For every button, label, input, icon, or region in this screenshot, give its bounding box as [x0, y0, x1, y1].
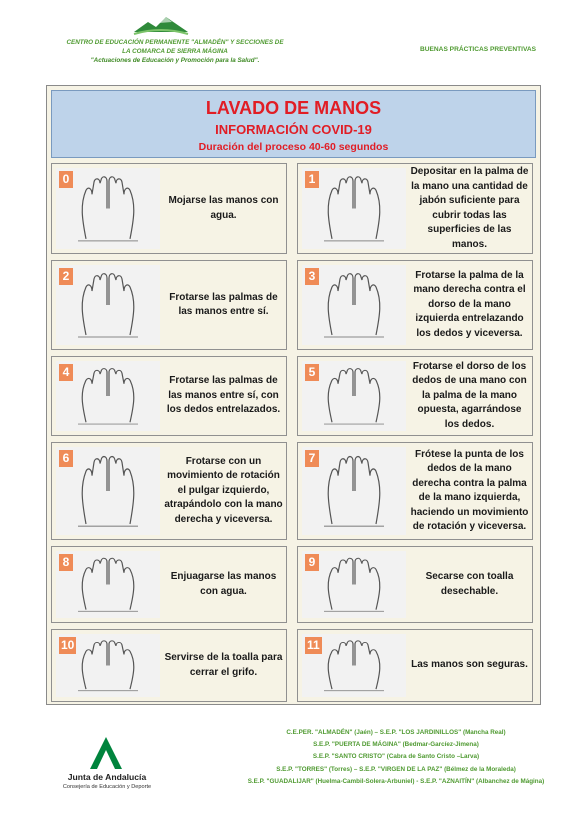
step-description: [164, 261, 283, 349]
org-name: Junta de Andalucía: [67, 772, 147, 782]
step-illustration: [302, 634, 406, 697]
center-name-line1: CENTRO DE EDUCACIÓN PERMANENTE "ALMADÉN" Y SECCIONES DE: [66, 39, 284, 46]
step-8-card: [51, 546, 287, 623]
step-illustration: [302, 265, 406, 345]
step-text: Mojarse las manos con agua.: [168, 195, 279, 221]
step-1-card: [297, 163, 533, 254]
step-3-card: [297, 260, 533, 350]
poster-duration: Duración del proceso 40-60 segundos: [198, 141, 389, 153]
step-number-badge: 11: [307, 638, 320, 652]
step-text: Frotarse el dorso de los dedos de una mano con la palma de la mano opuesta, agarrándose los dedos.: [412, 360, 527, 430]
step-number-badge: 7: [305, 450, 319, 467]
step-description: [410, 261, 529, 349]
step-10-card: [51, 629, 287, 702]
step-illustration: [56, 447, 160, 535]
step-number-badge: 10: [61, 638, 75, 652]
section-line: S.E.P. "GUADALIJAR" (Huelma-Cambil-Solera-Arbuniel) - S.E.P. "AZNAITÍN" (Albanchez de Mágina): [247, 777, 545, 785]
mountain-logo-icon: [132, 14, 190, 36]
step-description: [164, 164, 283, 253]
step-text: Frótese la punta de los dedos de la mano derecha contra la palma de la mano izquierda, haciendo un movimiento de rotación y viceversa.: [410, 448, 529, 532]
step-2-card: [51, 260, 287, 350]
step-7-card: [297, 442, 533, 540]
step-description: [410, 357, 529, 435]
section-line: S.E.P. "PUERTA DE MÁGINA" (Bedmar-Garcíez-Jimena): [313, 741, 479, 749]
section-line: S.E.P. "TORRES" (Torres) – S.E.P. "VIRGEN DE LA PAZ" (Bélmez de la Moraleda): [276, 765, 516, 773]
step-illustration: [56, 551, 160, 618]
step-text: Frotarse las palmas de las manos entre sí.: [169, 291, 278, 317]
step-description: [410, 630, 529, 701]
center-name-line2: LA COMARCA DE SIERRA MÁGINA: [122, 48, 228, 55]
poster-title: LAVADO DE MANOS: [205, 98, 382, 118]
step-0-card: [51, 163, 287, 254]
step-text: Depositar en la palma de la mano una cantidad de jabón suficiente para cubrir todas las superficies de las manos.: [410, 166, 529, 250]
poster-subtitle: INFORMACIÓN COVID-19: [215, 122, 372, 137]
section-line: S.E.P. "SANTO CRISTO" (Cabra de Santo Cristo –Larva): [312, 753, 480, 761]
step-illustration: [302, 447, 406, 535]
step-number-badge: 5: [305, 364, 319, 381]
handwash-poster: [46, 85, 541, 705]
step-text: Frotarse la palma de la mano derecha contra el dorso de la mano izquierda entrelazando los dedos y viceversa.: [413, 269, 526, 339]
step-number-badge: 9: [305, 554, 319, 571]
step-description: [164, 547, 283, 622]
step-text: Servirse de la toalla para cerrar el grifo.: [164, 652, 283, 678]
org-subtitle: Consejería de Educación y Deporte: [62, 784, 152, 790]
practices-label: BUENAS PRÁCTICAS PREVENTIVAS: [420, 46, 537, 53]
step-illustration: [56, 361, 160, 431]
step-number-badge: 2: [59, 268, 73, 285]
step-number-badge: 0: [59, 171, 73, 188]
step-description: [410, 164, 529, 253]
step-text: Frotarse las palmas de las manos entre sí, con los dedos entrelazados.: [166, 375, 281, 416]
step-description: [164, 630, 283, 701]
step-illustration: [56, 168, 160, 249]
sections-list: [206, 727, 586, 788]
step-number-badge: 1: [305, 171, 319, 188]
step-description: [164, 443, 283, 539]
step-text: Secarse con toalla desechable.: [425, 571, 514, 597]
step-number-badge: 4: [59, 364, 73, 381]
step-9-card: [297, 546, 533, 623]
step-5-card: [297, 356, 533, 436]
step-illustration: [56, 634, 160, 697]
step-illustration: [56, 265, 160, 345]
center-slogan: "Actuaciones de Educación y Promoción para la Salud".: [90, 57, 260, 64]
step-11-card: [297, 629, 533, 702]
junta-andalucia-logo-icon: [76, 735, 136, 771]
step-number-badge: 6: [59, 450, 73, 467]
step-illustration: [302, 551, 406, 618]
step-illustration: [302, 168, 406, 249]
step-description: [410, 547, 529, 622]
step-illustration: [302, 361, 406, 431]
step-description: [164, 357, 283, 435]
step-6-card: [51, 442, 287, 540]
step-number-badge: 8: [59, 554, 73, 571]
step-4-card: [51, 356, 287, 436]
step-text: Enjuagarse las manos con agua.: [170, 571, 277, 597]
center-header: [40, 38, 310, 65]
title-box: [51, 90, 536, 158]
step-number-badge: 3: [305, 268, 319, 285]
step-text: Las manos son seguras.: [411, 659, 528, 671]
section-line: C.E.PER. "ALMADÉN" (Jaén) – S.E.P. "LOS JARDINILLOS" (Mancha Real): [286, 729, 506, 736]
step-text: Frotarse con un movimiento de rotación el pulgar izquierdo, atrapándolo con la mano derecha y viceversa.: [164, 455, 283, 525]
step-description: [410, 443, 529, 539]
